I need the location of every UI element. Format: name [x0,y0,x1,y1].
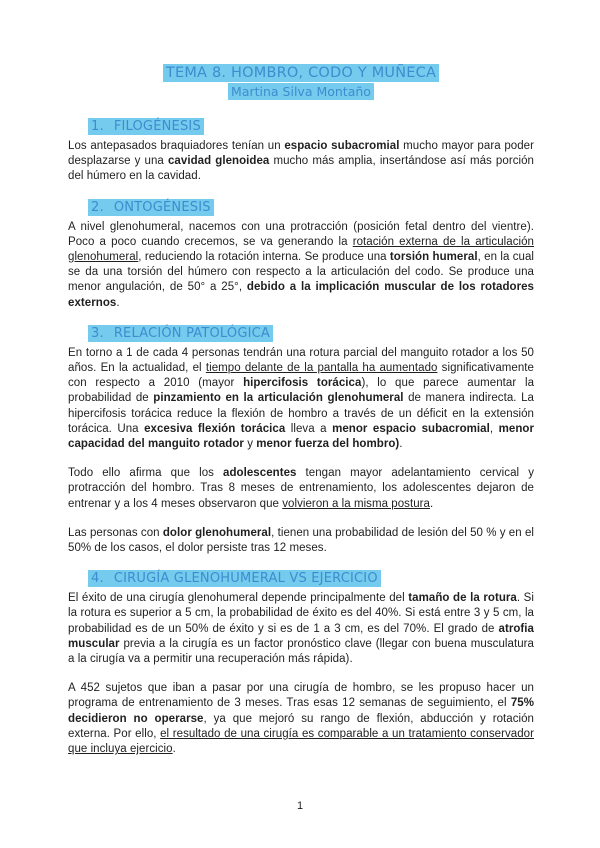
section [68,118,534,185]
paragraph [68,591,534,667]
text-run: 75% decidieron no operarse [68,697,534,725]
section-title: CIRUGÍA GLENOHUMERAL VS EJERCICIO [113,571,378,587]
section [68,199,534,311]
text-run: A nivel glenohumeral, nacemos con una protracción (posición fetal dentro del vientre). Poco a poco cuando crecemos, se va generando la [68,220,534,248]
text-run: debido a la implicación muscular de los rotadores externos [68,281,535,309]
text-run: . [172,743,176,756]
text-run: En torno a 1 de cada 4 personas tendrán una rotura parcial del manguito rotador a los 50 años. En la actualidad, el [68,346,534,375]
text-run: espacio subacromial [284,140,400,152]
document-title-highlight: TEMA 8. HOMBRO, CODO Y MUÑECA [163,64,439,82]
section-title: FILOGÉNESIS [113,119,201,134]
section-heading-highlight [88,199,214,216]
page-number: 1 [296,800,304,812]
section-number: 1. [91,119,104,134]
paragraph [68,346,534,452]
text-run: hipercifosis torácica [243,377,362,390]
section-heading [88,199,534,216]
paragraph [68,526,534,556]
text-run: y [243,438,257,451]
section-heading-highlight [88,118,204,135]
text-run: , en la cual se da una torsión del húmero con respecto a la articulación del codo. Se produce una menor angulación, de 50° a 25°, [68,251,534,294]
text-run: pinzamiento en la articulación glenohumeral [153,392,404,405]
text-run: dolor glenohumeral [162,526,272,539]
text-run: mucho mayor para poder desplazarse y una [68,140,534,168]
text-run: A 452 sujetos que iban a pasar por una cirugía de hombro, se les propuso hacer un programa de entrenamiento de 3 meses. Tras esas 12 semanas de seguimiento, el [68,682,534,710]
text-run: , [489,422,499,435]
section-number: 2. [91,199,104,215]
section-heading [88,118,534,135]
text-run: . [399,438,403,451]
text-run: significativamente con respecto a 2010 (mayor [68,362,534,390]
text-run: . Si la rotura es superior a 5 cm, la probabilidad de éxito es del 40%. Si está entre 3 y 5 cm, la probabilidad es de un 50% de éxito y si es de 1 a 3 cm, es del 70%. El grado de [68,592,534,635]
text-run: El éxito de una cirugía glenohumeral depende principalmente del [68,592,409,605]
text-run: . [116,296,120,309]
text-run: menor capacidad del manguito rotador [68,422,534,451]
text-run: rotación externa de la articulación glenohumeral [68,235,534,264]
section-heading-highlight [88,570,381,587]
section [68,325,534,556]
text-run: adolescentes [223,467,297,480]
text-run: tengan mayor adelantamiento cervical y protracción del hombro. Tras 8 meses de entrenamiento, los adolescentes dejaron de entrenar y a los 4 meses observaron que [68,467,535,510]
paragraph [68,681,534,757]
paragraph [68,220,534,311]
text-run: torsión humeral [389,251,478,264]
section-number: 4. [91,571,104,587]
text-run: atrofia muscular [68,622,534,650]
sections-container [68,118,534,757]
section-heading [88,325,534,342]
text-run: . [430,497,434,510]
text-run: menor espacio subacromial [332,422,490,435]
text-run: lleva a [285,422,333,435]
document-author [68,83,534,100]
document-author-highlight: Martina Silva Montaño [228,83,374,100]
text-run: tamaño de la rotura [408,592,517,605]
section-heading-highlight [88,325,273,342]
section [68,570,534,757]
text-run: de manera indirecta. La hipercifosis torácica reduce la flexión de hombro a través de un déficit en la extensión torácica. Una [68,392,534,435]
text-run: volvieron a la misma postura [282,497,431,510]
section-title: RELACIÓN PATOLÓGICA [113,325,271,341]
section-number: 3. [91,325,104,341]
text-run: , reduciendo la rotación interna. Se produce una [138,251,390,264]
text-run: cavidad glenoidea [167,155,270,168]
text-run: tiempo delante de la pantalla ha aumentado [205,362,438,375]
document-title [68,64,534,83]
paragraph [68,466,534,512]
text-run: menor fuerza del hombro) [256,438,400,451]
text-run: mucho más amplia, insertándose así más porción del húmero en la cavidad. [68,155,534,183]
paragraph [68,139,534,185]
text-run: , ya que mejoró su rango de flexión, abducción y rotación externa. Por ello, [68,712,535,740]
page-content [68,64,534,771]
section-title: ONTOGÉNESIS [113,199,211,215]
title-block [68,64,534,100]
text-run: previa a la cirugía es un factor pronóstico clave (llegar con buena musculatura a la cirugía va a permitir una recuperación más rápida). [68,637,534,666]
text-run: Todo ello afirma que los [68,467,224,480]
text-run: excesiva flexión torácica [144,422,286,435]
text-run: Las personas con [68,526,163,539]
text-run: ), lo que parece aumentar la probabilidad de [68,377,535,405]
section-heading [88,570,534,587]
text-run: el resultado de una cirugía es comparable a un tratamiento conservador que incluya ejercicio [68,727,534,756]
text-run: , tienen una probabilidad de lesión del 50 % y en el 50% de los casos, el dolor persiste tras 12 meses. [68,526,534,555]
text-run: Los antepasados braquiadores tenían un [68,140,285,152]
